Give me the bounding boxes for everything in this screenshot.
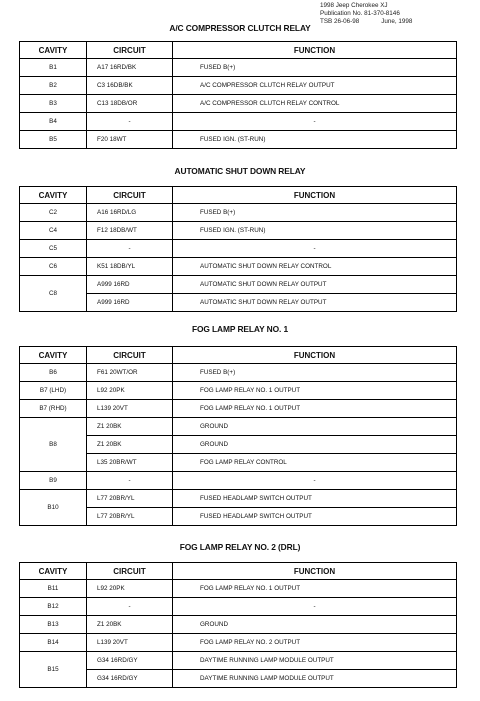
table-automatic-shut-down-relay <box>19 186 457 312</box>
table-row <box>20 418 457 436</box>
circuit-cell: L92 20PK <box>87 580 173 598</box>
function-cell: AUTOMATIC SHUT DOWN RELAY CONTROL <box>173 258 457 276</box>
table-row <box>20 580 457 598</box>
cavity-cell: B9 <box>20 472 87 490</box>
function-cell: - <box>173 598 457 616</box>
circuit-cell: - <box>87 113 173 131</box>
function-cell: DAYTIME RUNNING LAMP MODULE OUTPUT <box>173 670 457 688</box>
circuit-cell: F12 18DB/WT <box>87 222 173 240</box>
table-row <box>20 472 457 490</box>
function-cell: FUSED IGN. (ST-RUN) <box>173 222 457 240</box>
table-row <box>20 95 457 113</box>
section-title-automatic-shut-down-relay: AUTOMATIC SHUT DOWN RELAY <box>174 166 306 176</box>
function-cell: DAYTIME RUNNING LAMP MODULE OUTPUT <box>173 652 457 670</box>
cavity-cell: C5 <box>20 240 87 258</box>
circuit-cell: C3 16DB/BK <box>87 77 173 95</box>
header-circuit: CIRCUIT <box>87 187 173 204</box>
function-cell: - <box>173 113 457 131</box>
table-row <box>20 652 457 670</box>
function-cell: A/C COMPRESSOR CLUTCH RELAY CONTROL <box>173 95 457 113</box>
header-cavity: CAVITY <box>20 563 87 580</box>
function-cell: - <box>173 240 457 258</box>
table-header-row <box>20 347 457 364</box>
cavity-cell: B1 <box>20 59 87 77</box>
cavity-cell: B15 <box>20 652 87 688</box>
table-row <box>20 598 457 616</box>
circuit-cell: L139 20VT <box>87 634 173 652</box>
function-cell: FUSED HEADLAMP SWITCH OUTPUT <box>173 490 457 508</box>
table-row <box>20 59 457 77</box>
circuit-cell: C13 18DB/OR <box>87 95 173 113</box>
function-cell: AUTOMATIC SHUT DOWN RELAY OUTPUT <box>173 276 457 294</box>
header-function: FUNCTION <box>173 42 457 59</box>
circuit-cell: G34 16RD/GY <box>87 652 173 670</box>
table-row <box>20 131 457 149</box>
section-title-fog-lamp-relay-1: FOG LAMP RELAY NO. 1 <box>191 324 289 334</box>
table-row <box>20 204 457 222</box>
cavity-cell: B13 <box>20 616 87 634</box>
circuit-cell: K51 18DB/YL <box>87 258 173 276</box>
header-cavity: CAVITY <box>20 187 87 204</box>
header-circuit: CIRCUIT <box>87 563 173 580</box>
section-title-ac-compressor-clutch-relay: A/C COMPRESSOR CLUTCH RELAY <box>169 23 311 33</box>
circuit-cell: G34 16RD/GY <box>87 670 173 688</box>
header-function: FUNCTION <box>173 187 457 204</box>
header-circuit: CIRCUIT <box>87 347 173 364</box>
function-cell: FUSED B(+) <box>173 59 457 77</box>
header-cavity: CAVITY <box>20 347 87 364</box>
function-cell: A/C COMPRESSOR CLUTCH RELAY OUTPUT <box>173 77 457 95</box>
function-cell: FUSED HEADLAMP SWITCH OUTPUT <box>173 508 457 526</box>
function-cell: AUTOMATIC SHUT DOWN RELAY OUTPUT <box>173 294 457 312</box>
table-row <box>20 222 457 240</box>
circuit-cell: F61 20WT/OR <box>87 364 173 382</box>
function-cell: FUSED B(+) <box>173 364 457 382</box>
function-cell: FUSED IGN. (ST-RUN) <box>173 131 457 149</box>
table-row <box>20 616 457 634</box>
circuit-cell: A999 16RD <box>87 276 173 294</box>
circuit-cell: A999 16RD <box>87 294 173 312</box>
circuit-cell: L77 20BR/YL <box>87 508 173 526</box>
table-header-row <box>20 42 457 59</box>
table-row <box>20 364 457 382</box>
table-fog-lamp-relay-2-drl <box>19 562 457 688</box>
vehicle-line: 1998 Jeep Cherokee XJ <box>320 2 388 9</box>
cavity-cell: C8 <box>20 276 87 312</box>
table-row <box>20 400 457 418</box>
header-circuit: CIRCUIT <box>87 42 173 59</box>
circuit-cell: Z1 20BK <box>87 436 173 454</box>
cavity-cell: B2 <box>20 77 87 95</box>
function-cell: - <box>173 472 457 490</box>
header-cavity: CAVITY <box>20 42 87 59</box>
cavity-cell: B5 <box>20 131 87 149</box>
cavity-cell: B12 <box>20 598 87 616</box>
cavity-cell: B6 <box>20 364 87 382</box>
function-cell: FOG LAMP RELAY CONTROL <box>173 454 457 472</box>
function-cell: FOG LAMP RELAY NO. 2 OUTPUT <box>173 634 457 652</box>
circuit-cell: Z1 20BK <box>87 616 173 634</box>
table-row <box>20 490 457 508</box>
table-row <box>20 240 457 258</box>
function-cell: FOG LAMP RELAY NO. 1 OUTPUT <box>173 400 457 418</box>
table-fog-lamp-relay-1 <box>19 346 457 526</box>
header-function: FUNCTION <box>173 563 457 580</box>
tsb-date: June, 1998 <box>381 18 413 25</box>
cavity-cell: B14 <box>20 634 87 652</box>
table-row <box>20 634 457 652</box>
circuit-cell: - <box>87 240 173 258</box>
cavity-cell: B7 (LHD) <box>20 382 87 400</box>
cavity-cell: C6 <box>20 258 87 276</box>
table-header-row <box>20 563 457 580</box>
function-cell: GROUND <box>173 436 457 454</box>
cavity-cell: C2 <box>20 204 87 222</box>
header-function: FUNCTION <box>173 347 457 364</box>
tsb-number: TSB 26-06-98 <box>320 18 360 25</box>
table-ac-compressor-clutch-relay <box>19 41 457 149</box>
function-cell: FUSED B(+) <box>173 204 457 222</box>
circuit-cell: L35 20BR/WT <box>87 454 173 472</box>
circuit-cell: L92 20PK <box>87 382 173 400</box>
circuit-cell: - <box>87 598 173 616</box>
circuit-cell: Z1 20BK <box>87 418 173 436</box>
table-row <box>20 276 457 294</box>
cavity-cell: B10 <box>20 490 87 526</box>
section-title-fog-lamp-relay-2-drl: FOG LAMP RELAY NO. 2 (DRL) <box>179 542 301 552</box>
circuit-cell: L139 20VT <box>87 400 173 418</box>
circuit-cell: A17 16RD/BK <box>87 59 173 77</box>
function-cell: GROUND <box>173 418 457 436</box>
table-row <box>20 382 457 400</box>
function-cell: FOG LAMP RELAY NO. 1 OUTPUT <box>173 580 457 598</box>
cavity-cell: B3 <box>20 95 87 113</box>
function-cell: FOG LAMP RELAY NO. 1 OUTPUT <box>173 382 457 400</box>
function-cell: GROUND <box>173 616 457 634</box>
circuit-cell: L77 20BR/YL <box>87 490 173 508</box>
table-header-row <box>20 187 457 204</box>
table-row <box>20 258 457 276</box>
cavity-cell: B11 <box>20 580 87 598</box>
cavity-cell: B7 (RHD) <box>20 400 87 418</box>
circuit-cell: A16 16RD/LG <box>87 204 173 222</box>
cavity-cell: C4 <box>20 222 87 240</box>
publication-number: Publication No. 81-370-8146 <box>320 10 400 17</box>
circuit-cell: - <box>87 472 173 490</box>
table-row <box>20 77 457 95</box>
cavity-cell: B8 <box>20 418 87 472</box>
circuit-cell: F20 18WT <box>87 131 173 149</box>
cavity-cell: B4 <box>20 113 87 131</box>
table-row <box>20 113 457 131</box>
